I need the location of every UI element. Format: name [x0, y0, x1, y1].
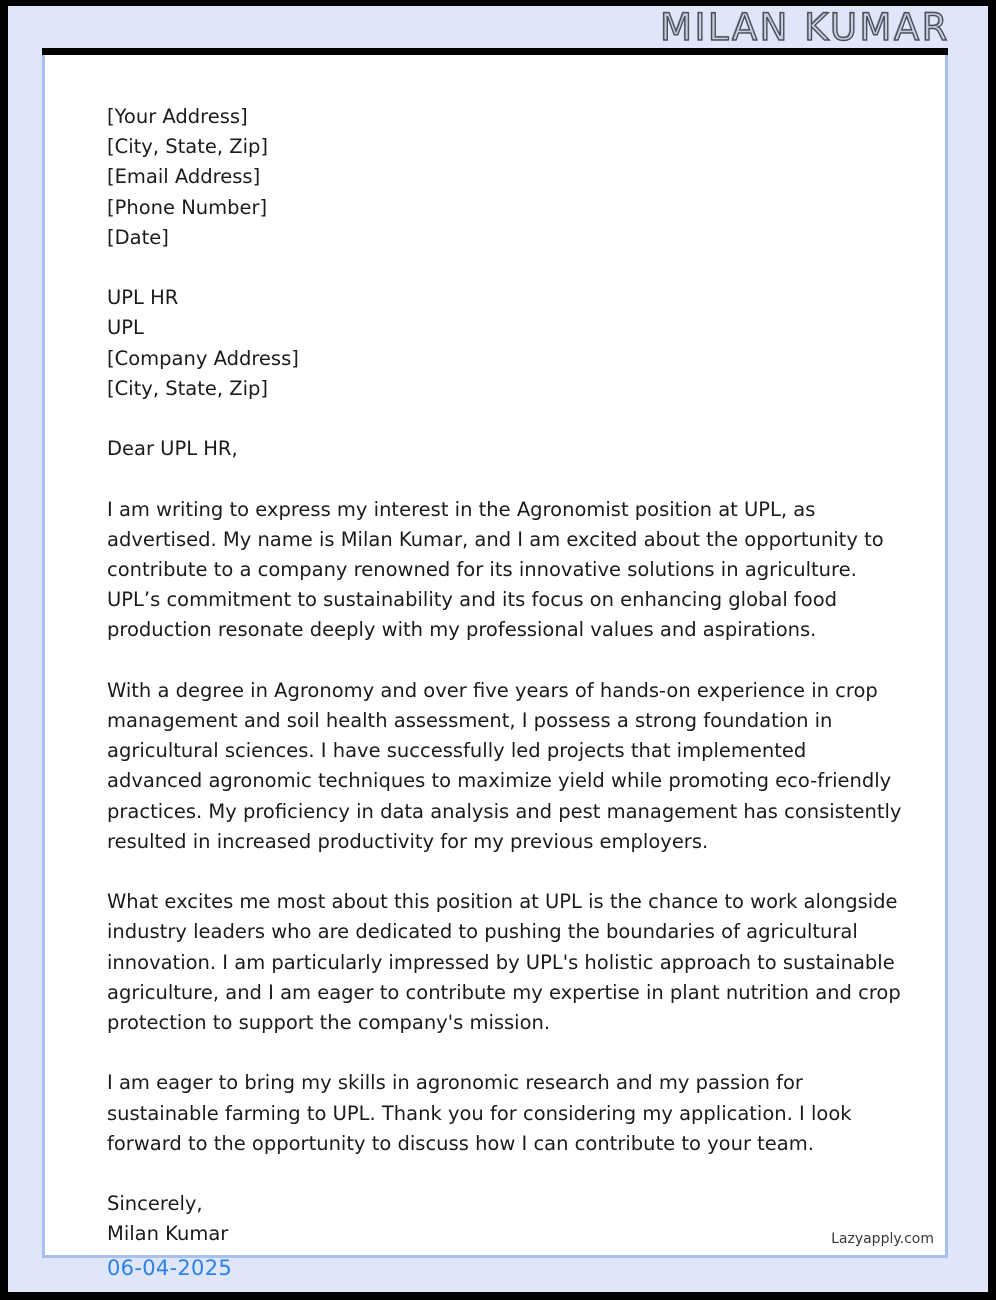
document-canvas [8, 6, 988, 1292]
spacer [107, 857, 907, 887]
closing-salutation: Sincerely, [107, 1192, 203, 1216]
date-stamp: 06-04-2025 [107, 1256, 233, 1280]
spacer [107, 1038, 907, 1068]
document-header [8, 6, 988, 48]
salutation: Dear UPL HR, [107, 437, 238, 461]
header-divider-rule [42, 48, 948, 55]
sender-address-line: [Phone Number] [107, 195, 268, 219]
sender-address-line: [City, State, Zip] [107, 135, 268, 159]
spacer [107, 253, 907, 283]
body-paragraph: I am writing to express my interest in the Agronomist position at UPL, as advertised. My name is Milan Kumar, and I am excited about the opportunity to contribute to a company renowned for its innovative solutions in agriculture. UPL’s commitment to sustainability and its focus on enhancing global food production resonate deeply with my professional values and aspirations. [107, 497, 884, 642]
letter-sheet [42, 55, 948, 1258]
signature-name: Milan Kumar [107, 1222, 229, 1246]
spacer [107, 464, 907, 494]
spacer [107, 1159, 907, 1189]
spacer [107, 646, 907, 676]
sender-address-line: [Date] [107, 225, 169, 249]
letter-body [107, 102, 907, 1250]
page-title: MILAN KUMAR [660, 5, 950, 49]
body-paragraph: With a degree in Agronomy and over five years of hands-on experience in crop management and soil health assessment, I possess a strong foundation in agricultural sciences. I have successfully led projects that implemented advanced agronomic techniques to maximize yield while promoting eco-friendly practices. My proficiency in data analysis and pest management has consistently resulted in increased productivity for my previous employers. [107, 678, 902, 853]
sender-address-line: [Email Address] [107, 165, 261, 189]
recipient-address-block [107, 283, 907, 404]
recipient-address-line: UPL [107, 316, 144, 340]
sender-address-block [107, 102, 907, 253]
sender-address-line: [Your Address] [107, 105, 248, 128]
recipient-address-line: UPL HR [107, 286, 179, 310]
body-paragraph: I am eager to bring my skills in agronomic research and my passion for sustainable farming to UPL. Thank you for considering my application. I look forward to the opportunity to discuss how I can contribute to your team. [107, 1071, 852, 1155]
watermark-label: Lazyapply.com [831, 1231, 934, 1247]
closing-block [107, 1189, 907, 1249]
recipient-address-line: [City, State, Zip] [107, 376, 268, 400]
recipient-address-line: [Company Address] [107, 346, 299, 370]
body-paragraph: What excites me most about this position at UPL is the chance to work alongside industry leaders who are dedicated to pushing the boundaries of agricultural innovation. I am particularly impressed by UPL's holistic approach to sustainable agriculture, and I am eager to contribute my expertise in plant nutrition and crop protection to support the company's mission. [107, 890, 901, 1035]
spacer [107, 404, 907, 434]
